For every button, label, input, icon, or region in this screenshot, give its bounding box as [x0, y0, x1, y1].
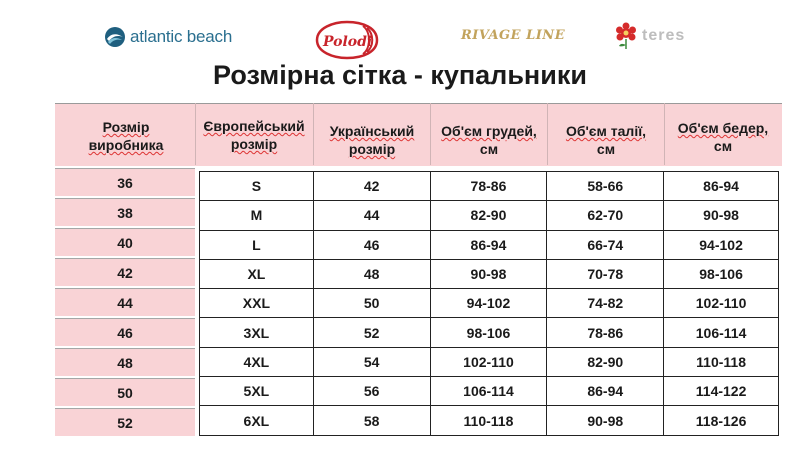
rivage-line-text: RIVAGE LINE: [461, 28, 566, 43]
hips-cell: 118-126: [664, 406, 779, 435]
manufacturer-size-cell: 38: [55, 198, 195, 226]
teres-text: teres: [642, 27, 686, 44]
header-chest: [432, 122, 546, 158]
header-line: Розмір: [102, 119, 150, 135]
ukrainian-size-cell: 54: [313, 347, 430, 376]
atlantic-beach-logo: [104, 26, 232, 48]
manufacturer-size-cell: 36: [55, 168, 195, 196]
header-hips: [666, 119, 780, 155]
hips-cell: 98-106: [664, 259, 779, 288]
logo-bar: [0, 0, 800, 62]
header-european-size: [198, 117, 310, 153]
hips-cell: 114-122: [664, 377, 779, 406]
page-title: Розмірна сітка - купальники: [213, 60, 587, 90]
chest-cell: 106-114: [430, 377, 547, 406]
waist-cell: 70-78: [547, 259, 664, 288]
ukrainian-size-cell: 44: [313, 201, 430, 230]
ukrainian-size-cell: 56: [313, 377, 430, 406]
header-ukrainian-size: [316, 122, 428, 158]
table-row: [200, 347, 779, 376]
header-divider: [195, 103, 196, 165]
chest-cell: 82-90: [430, 201, 547, 230]
ukrainian-size-cell: 46: [313, 230, 430, 259]
hips-cell: 102-110: [664, 289, 779, 318]
table-row: [200, 318, 779, 347]
waist-cell: 78-86: [547, 318, 664, 347]
wave-icon: [104, 26, 126, 48]
header-line: виробника: [88, 137, 164, 153]
chest-cell: 98-106: [430, 318, 547, 347]
waist-cell: 82-90: [547, 347, 664, 376]
chest-cell: 94-102: [430, 289, 547, 318]
ukrainian-size-cell: 50: [313, 289, 430, 318]
chest-cell: 78-86: [430, 172, 547, 201]
european-size-cell: 3XL: [200, 318, 314, 347]
hips-cell: 106-114: [664, 318, 779, 347]
waist-cell: 62-70: [547, 201, 664, 230]
waist-cell: 90-98: [547, 406, 664, 435]
european-size-cell: XXL: [200, 289, 314, 318]
manufacturer-size-cell: 48: [55, 348, 195, 376]
header-line: см: [596, 141, 616, 157]
header-line: см: [713, 138, 733, 154]
manufacturer-size-cell: 42: [55, 258, 195, 286]
manufacturer-size-cell: 50: [55, 378, 195, 406]
ukrainian-size-cell: 58: [313, 406, 430, 435]
hips-cell: 94-102: [664, 230, 779, 259]
header-line: Об'єм грудей,: [441, 123, 537, 139]
waist-cell: 86-94: [547, 377, 664, 406]
manufacturer-size-cell: 46: [55, 318, 195, 346]
header-line: см: [479, 141, 499, 157]
ukrainian-size-cell: 48: [313, 259, 430, 288]
table-row: [200, 406, 779, 435]
polodi-text: Polodi: [323, 34, 373, 50]
header-manufacturer-size: [60, 118, 192, 154]
chest-cell: 90-98: [430, 259, 547, 288]
flower-icon: [614, 22, 638, 50]
header-divider: [547, 103, 548, 165]
waist-cell: 58-66: [547, 172, 664, 201]
header-line: розмір: [348, 141, 396, 157]
european-size-cell: XL: [200, 259, 314, 288]
header-line: розмір: [230, 136, 278, 152]
waist-cell: 74-82: [547, 289, 664, 318]
header-line: Європейський: [203, 118, 305, 134]
european-size-cell: M: [200, 201, 314, 230]
table-row: [200, 377, 779, 406]
table-row: [200, 289, 779, 318]
chest-cell: 86-94: [430, 230, 547, 259]
manufacturer-size-cell: 44: [55, 288, 195, 316]
header-divider: [313, 103, 314, 165]
header-line: Об'єм бедер,: [677, 120, 769, 136]
ukrainian-size-cell: 42: [313, 172, 430, 201]
header-divider: [664, 103, 665, 165]
table-row: [200, 201, 779, 230]
table-row: [200, 172, 779, 201]
manufacturer-size-cell: 40: [55, 228, 195, 256]
polodi-emblem: [313, 20, 381, 60]
header-line: Об'єм талії,: [565, 123, 647, 139]
header-divider: [430, 103, 431, 165]
european-size-cell: S: [200, 172, 314, 201]
teres-logo: [614, 22, 685, 50]
hips-cell: 90-98: [664, 201, 779, 230]
polodi-logo: [313, 20, 381, 60]
european-size-cell: 4XL: [200, 347, 314, 376]
size-table: [199, 171, 779, 436]
header-waist: [549, 122, 663, 158]
waist-cell: 66-74: [547, 230, 664, 259]
table-row: [200, 259, 779, 288]
european-size-cell: L: [200, 230, 314, 259]
table-row: [200, 230, 779, 259]
header-line: Український: [329, 123, 415, 139]
chest-cell: 110-118: [430, 406, 547, 435]
european-size-cell: 6XL: [200, 406, 314, 435]
ukrainian-size-cell: 52: [313, 318, 430, 347]
rivage-line-logo: [461, 28, 565, 43]
manufacturer-size-cell: 52: [55, 408, 195, 436]
hips-cell: 110-118: [664, 347, 779, 376]
hips-cell: 86-94: [664, 172, 779, 201]
chest-cell: 102-110: [430, 347, 547, 376]
atlantic-beach-text: atlantic beach: [130, 27, 233, 46]
european-size-cell: 5XL: [200, 377, 314, 406]
